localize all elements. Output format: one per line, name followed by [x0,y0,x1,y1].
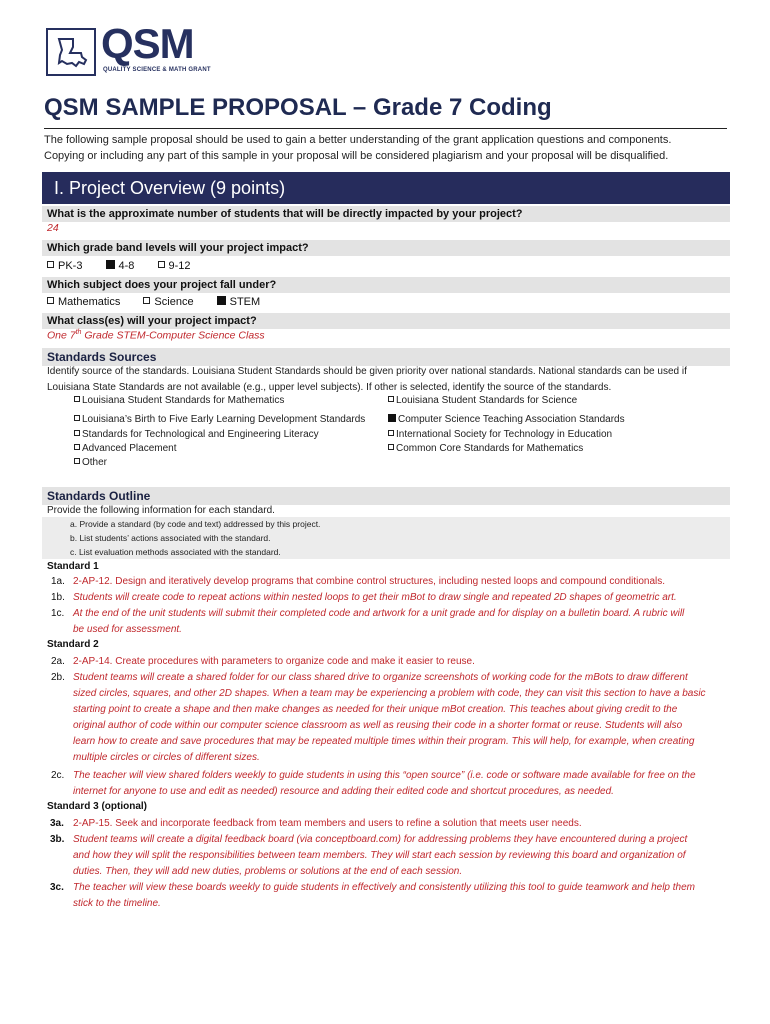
checkbox-unchecked-icon[interactable] [74,415,80,421]
standards-sources-heading: Standards Sources [42,348,730,366]
standard-item-line: be used for assessment. [73,624,182,635]
list-item: b. List students’ actions associated with the standard. [70,533,271,543]
option-stem[interactable]: STEM [217,296,261,308]
standard-item-line: 2-AP-12. Design and iteratively develop programs that combine control structures, including nested loops and compound conditionals. [73,576,666,587]
checkbox-unchecked-icon[interactable] [47,261,54,268]
source-option[interactable]: Other [74,457,107,468]
standard-item-text [73,606,733,638]
source-option[interactable]: Louisiana Student Standards for Mathematics [74,395,284,406]
standard-item [47,816,737,832]
louisiana-map-icon [46,28,96,76]
checkbox-unchecked-icon[interactable] [74,458,80,464]
option-pk3[interactable]: PK-3 [47,260,82,272]
subject-options [47,296,280,308]
title-divider [44,128,727,129]
source-option[interactable]: Common Core Standards for Mathematics [388,443,583,454]
intro-line: Copying or including any part of this sample in your proposal will be considered plagiarism and your proposal will be disqualified. [44,150,669,162]
standard-item-line: The teacher will view shared folders weekly to guide students in using this “open source” (i.e. code or software made available for free on the [73,770,696,781]
source-option[interactable]: Louisiana Student Standards for Science [388,395,577,406]
standard-item-number: 3c. [50,882,64,893]
standard-item-text [73,880,733,912]
standard-item-line: Students will create code to repeat actions within nested loops to get their mBot to draw single and repeated 2D shapes of geometric art. [73,592,677,603]
standard-item-line: and how they will split the responsibilities between team members. They will start each session by reviewing this board and organization of [73,850,686,861]
standard-item-text [73,816,733,832]
standard-item-number: 2a. [51,656,65,667]
standard-item-line: original author of code within our computer science classroom as well as reusing their code in a shorter format or reuse. Students will also [73,720,683,731]
standard-item-line: internet for anyone to use and edit as needed) resource and adding their edited code and shortcut procedures, as needed. [73,786,614,797]
checkbox-checked-icon[interactable] [388,414,396,422]
standard-item-line: duties. Then, they will add new duties, problems or solutions at the end of each session. [73,866,463,877]
standard-item-line: multiple circles or circles of different sizes. [73,752,260,763]
source-option[interactable]: Standards for Technological and Engineering Literacy [74,429,319,440]
standard-item-number: 2c. [51,770,65,781]
standard-item [47,606,737,638]
answer-students: 24 [47,222,59,234]
standard-item-line: Student teams will create a digital feedback board (via conceptboard.com) for addressing problems they have encountered during a project [73,834,688,845]
standard-item-text [73,832,733,880]
checkbox-unchecked-icon[interactable] [388,396,394,402]
checkbox-unchecked-icon[interactable] [74,444,80,450]
standard-heading: Standard 2 [47,639,99,650]
logo-subtitle: QUALITY SCIENCE & MATH GRANT [103,67,211,73]
grade-band-options [47,260,211,272]
option-4-8[interactable]: 4-8 [106,260,135,272]
checkbox-unchecked-icon[interactable] [74,396,80,402]
logo-wordmark: QSM [101,20,194,67]
source-option[interactable]: International Society for Technology in Education [388,429,612,440]
intro-line: The following sample proposal should be used to gain a better understanding of the grant application questions and components. [44,134,672,146]
standard-item-line: starting point to create a shape and then make changes as needed for their unique mBot creation. This teaches about giving credit to the [73,704,678,715]
standard-item-number: 3b. [50,834,65,845]
standard-heading: Standard 3 (optional) [47,801,147,812]
standard-item-number: 3a. [50,818,64,829]
list-item: a. Provide a standard (by code and text) addressed by this project. [70,519,321,529]
option-science[interactable]: Science [143,296,193,308]
standard-item-line: At the end of the unit students will submit their completed code and artwork for a unit grade and for display on a bulletin board. A rubric will [73,608,685,619]
standard-item [47,670,737,765]
standard-item-text [73,768,733,800]
source-option[interactable]: Computer Science Teaching Association Standards [388,414,625,425]
standards-outline-heading: Standards Outline [42,487,730,505]
question-students: What is the approximate number of students that will be directly impacted by your project? [42,206,730,222]
standard-item-line: 2-AP-15. Seek and incorporate feedback from team members and users to refine a solution that meets user needs. [73,818,582,829]
checkbox-unchecked-icon[interactable] [388,430,394,436]
standard-item-line: learn how to create and save procedures that may be repeated multiple times within their program. This will help, for example, when creating [73,736,695,747]
standard-item-number: 2b. [51,672,65,683]
option-9-12[interactable]: 9-12 [158,260,191,272]
standard-item-number: 1a. [51,576,65,587]
standard-item-number: 1c. [51,608,65,619]
list-item: c. List evaluation methods associated with the standard. [70,547,281,557]
option-mathematics[interactable]: Mathematics [47,296,120,308]
checkbox-checked-icon[interactable] [106,260,115,269]
page-title: QSM SAMPLE PROPOSAL – Grade 7 Coding [44,94,552,121]
question-classes: What class(es) will your project impact? [42,313,730,329]
standard-item-text [73,670,733,766]
checkbox-unchecked-icon[interactable] [158,261,165,268]
answer-classes: One 7th Grade STEM-Computer Science Class [47,329,265,342]
source-option[interactable]: Advanced Placement [74,443,177,454]
checkbox-unchecked-icon[interactable] [143,297,150,304]
standard-item-line: sized circles, squares, and other 2D shapes. When a team may be experiencing a problem with code, they can visit this section to have a basic [73,688,706,699]
checkbox-checked-icon[interactable] [217,296,226,305]
source-option[interactable]: Louisiana’s Birth to Five Early Learning Development Standards [74,414,365,425]
outline-list [70,517,320,559]
checkbox-unchecked-icon[interactable] [388,444,394,450]
standard-item-line: The teacher will view these boards weekly to guide students in effectively and consistently utilizing this tool to guide teamwork and help them [73,882,696,893]
standard-item-line: 2-AP-14. Create procedures with parameters to organize code and make it easier to reuse. [73,656,475,667]
standard-item [47,590,737,606]
question-subject: Which subject does your project fall under? [42,277,730,293]
standard-item-line: Student teams will create a shared folder for our class shared drive to organize screenshots of working code for the mBots to draw different [73,672,688,683]
standard-heading: Standard 1 [47,561,99,572]
section-header: I. Project Overview (9 points) [42,172,730,204]
question-grade-band: Which grade band levels will your project impact? [42,240,730,256]
standard-item [47,880,737,912]
standards-sources-description: Identify source of the standards. Louisiana Student Standards should be given priority over national standards. National standards can be used if Louisiana State Standards are not available (e.g., upper level subjects). If other is selected, identify the source of the standards. [47,366,687,393]
standard-item-number: 1b. [51,592,65,603]
standard-item-text [73,574,733,590]
qsm-logo [46,20,211,80]
standard-item [47,832,737,879]
standard-item-text [73,654,733,670]
standard-item-line: stick to the timeline. [73,898,161,909]
standard-item-text [73,590,733,606]
intro-text [44,132,734,164]
standard-item [47,768,737,800]
standards-outline-description: Provide the following information for each standard. [47,505,275,516]
checkbox-unchecked-icon[interactable] [74,430,80,436]
checkbox-unchecked-icon[interactable] [47,297,54,304]
standard-item [47,574,737,590]
standard-item [47,654,737,670]
